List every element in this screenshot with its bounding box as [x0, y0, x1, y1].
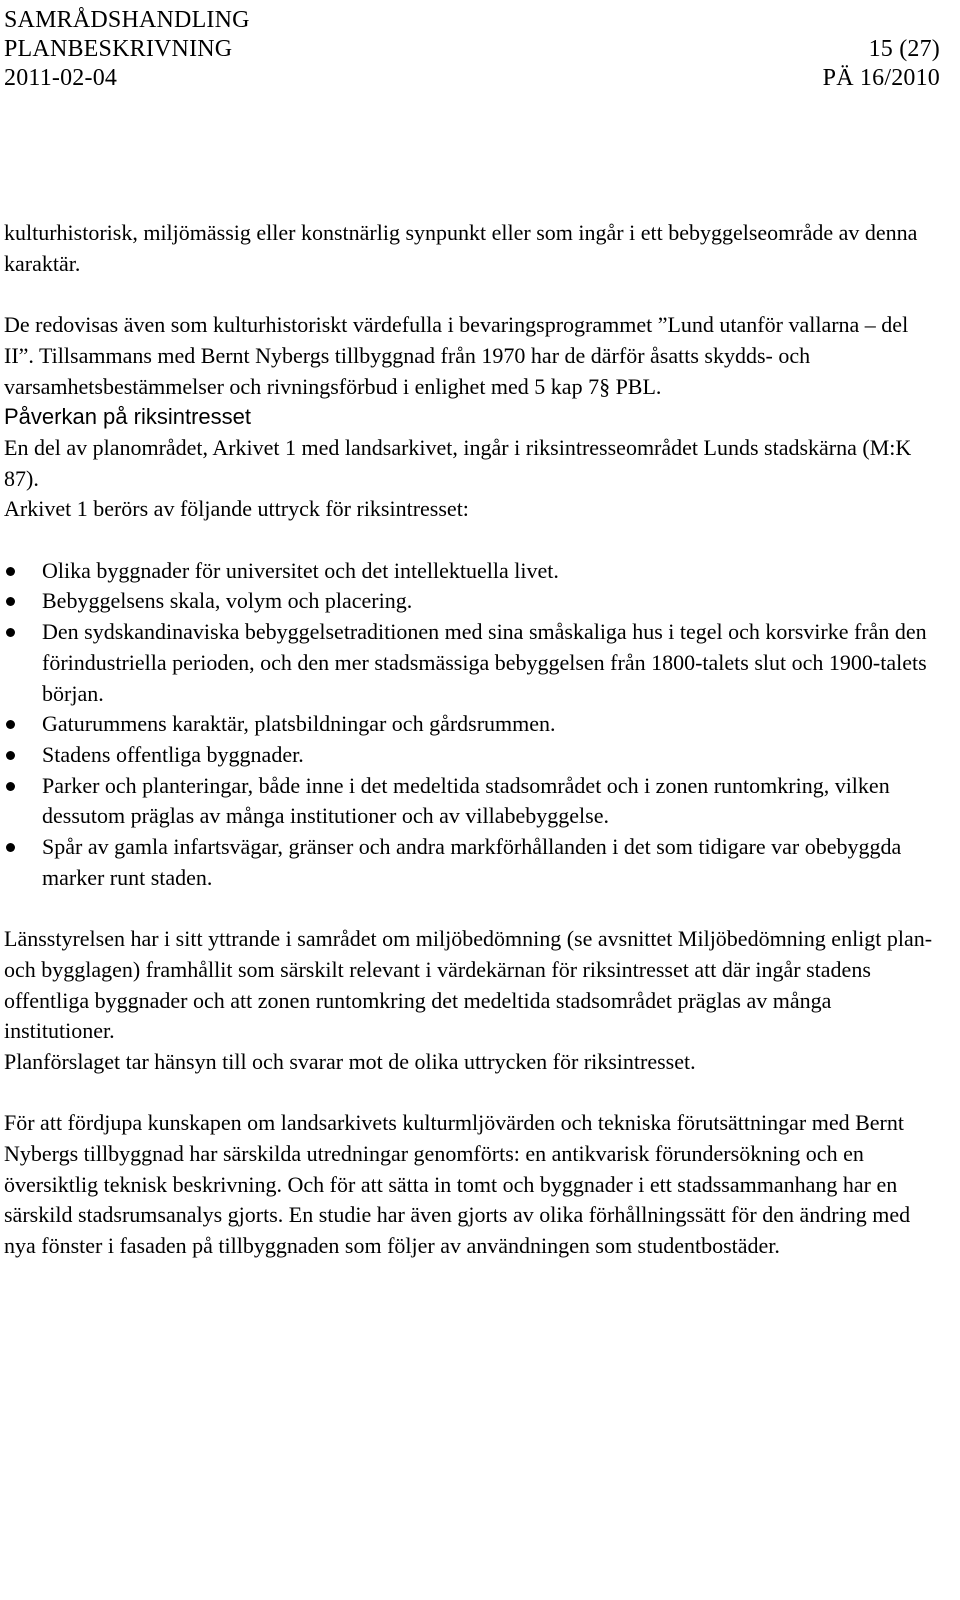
bullet-list — [4, 556, 934, 894]
header-row-1 — [4, 6, 940, 35]
document-type: PLANBESKRIVNING — [4, 36, 233, 62]
bullet-icon — [6, 567, 15, 576]
list-item — [4, 709, 934, 740]
page-header — [4, 6, 940, 93]
spacer — [4, 525, 934, 556]
paragraph-3: En del av planområdet, Arkivet 1 med landsarkivet, ingår i riksintresseområdet Lunds stadskärna (M:K 87). — [4, 434, 912, 491]
bullet-icon — [6, 843, 15, 852]
list-item — [4, 586, 934, 617]
paragraph-6: Planförslaget tar hänsyn till och svarar mot de olika uttrycken för riksintresset. — [4, 1048, 696, 1074]
bullet-icon — [6, 628, 15, 637]
paragraph-7: För att fördjupa kunskapen om landsarkivets kulturmljövärden och tekniska förutsättningar med Bernt Nybergs tillbyggnad har särskilda utredningar genomförts: en antikvarisk förundersökning och en översiktlig teknisk beskrivning. Och för att sätta in tomt och byggnader i ett stadssammanhang har en särskild stadsrumsanalys gjorts. En studie har även gjorts av olika förhållningssätt för den ändring med nya fönster i fasaden på tillbyggnaden som följer av användningen som studentbostäder. — [4, 1110, 911, 1259]
list-item-text: Den sydskandinaviska bebyggelsetraditionen med sina småskaliga hus i tegel och korsvirke från den förindustriella perioden, och den mer stadsmässiga bebyggelsen från 1800-talets slut och 1900-talets början. — [42, 619, 927, 706]
paragraph-2: De redovisas även som kulturhistoriskt värdefulla i bevaringsprogrammet ”Lund utanför vallarna – del II”. Tillsammans med Bernt Nybergs tillbyggnad från 1970 har de därför åsatts skydds- och varsamhetsbestämmelser och rivningsförbud i enlighet med 5 kap 7§ PBL. — [4, 312, 909, 399]
list-item — [4, 740, 934, 771]
document-date: 2011-02-04 — [4, 65, 118, 91]
document-status: SAMRÅDSHANDLING — [4, 7, 250, 33]
list-item-text: Spår av gamla infartsvägar, gränser och andra markförhållanden i det som tidigare var obebyggda marker runt staden. — [42, 834, 902, 890]
bullet-icon — [6, 720, 15, 729]
paragraph-1: kulturhistorisk, miljömässig eller konstnärlig synpunkt eller som ingår i ett bebyggelseområde av denna karaktär. — [4, 220, 918, 276]
list-item-text: Stadens offentliga byggnader. — [42, 741, 304, 767]
paragraph-5: Länsstyrelsen har i sitt yttrande i samrådet om miljöbedömning (se avsnittet Miljöbedömning enligt plan- och bygglagen) framhållit som särskilt relevant i värdekärnan för riksintresset att där ingår stadens offentliga byggnader och att zonen runtomkring det medeltida stadsområdet präglas av många institutioner. — [4, 926, 933, 1044]
bullet-icon — [6, 782, 15, 791]
document-body — [4, 218, 934, 1262]
bullet-icon — [6, 597, 15, 606]
list-item — [4, 771, 934, 832]
document-reference: PÄ 16/2010 — [822, 65, 940, 91]
page-number: 15 (27) — [868, 36, 940, 62]
spacer — [4, 1078, 934, 1109]
list-item-text: Bebyggelsens skala, volym och placering. — [42, 588, 413, 614]
spacer — [4, 893, 934, 924]
paragraph-4: Arkivet 1 berörs av följande uttryck för riksintresset: — [4, 496, 469, 522]
header-row-2 — [4, 35, 940, 64]
spacer — [4, 279, 934, 310]
section-heading: Påverkan på riksintresset — [4, 404, 251, 430]
list-item-text: Parker och planteringar, både inne i det medeltida stadsområdet och i zonen runtomkring, vilken dessutom präglas av många institutioner och av villabebyggelse. — [42, 772, 890, 829]
list-item — [4, 617, 934, 709]
list-item — [4, 832, 934, 893]
list-item-text: Olika byggnader för universitet och det intellektuella livet. — [42, 557, 559, 583]
list-item-text: Gaturummens karaktär, platsbildningar och gårdsrummen. — [42, 711, 556, 737]
bullet-icon — [6, 751, 15, 760]
list-item — [4, 556, 934, 587]
header-row-3 — [4, 64, 940, 93]
